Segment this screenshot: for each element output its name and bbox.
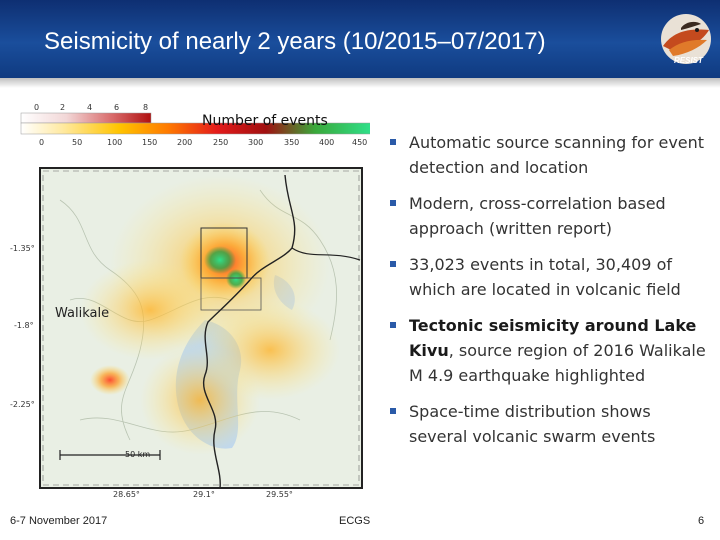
- footer-center: ECGS: [339, 515, 371, 527]
- colorbar-tick: 200: [177, 138, 193, 147]
- colorbar-tick: 100: [107, 138, 123, 147]
- colorbar-tick: 6: [114, 103, 120, 112]
- bullet-item: [388, 191, 713, 241]
- longitude-label: 28.65°: [113, 490, 140, 499]
- scale-label: 50 km: [125, 450, 151, 459]
- colorbar-title: Number of events: [202, 113, 328, 129]
- bullet-text: , source region of 2016 Walikale M 4.9 earthquake highlighted: [409, 341, 706, 385]
- colorbar-tick: 350: [284, 138, 300, 147]
- bullet-list: [388, 130, 713, 449]
- colorbar-tick: 8: [143, 103, 149, 112]
- colorbar-tick: 150: [142, 138, 158, 147]
- colorbar-tick: 400: [319, 138, 335, 147]
- bullet-text: 33,023 events in total, 30,409 of which are located in volcanic field: [409, 255, 681, 299]
- colorbar-tick: 2: [60, 103, 66, 112]
- bullet-marker-icon: [390, 408, 396, 414]
- page-number: 6: [698, 515, 705, 527]
- bullet-marker-icon: [390, 261, 396, 267]
- bullet-text: Automatic source scanning for event detection and location: [409, 133, 705, 177]
- title-shadow: [0, 78, 720, 88]
- bullet-item: [388, 399, 713, 449]
- slide-title: Seismicity of nearly 2 years (10/2015–07/2017): [44, 28, 546, 55]
- logo-label: RESIST: [674, 56, 703, 65]
- colorbar-tick: 250: [213, 138, 229, 147]
- bullet-marker-icon: [390, 200, 396, 206]
- bullet-item: [388, 313, 713, 388]
- colorbar-tick: 50: [72, 138, 83, 147]
- bullet-item: [388, 252, 713, 302]
- walikale-label: Walikale: [55, 306, 110, 321]
- latitude-label: -1.35°: [10, 244, 35, 253]
- latitude-label: -1.8°: [14, 321, 34, 330]
- colorbar-tick: 300: [248, 138, 264, 147]
- colorbar-tick: 0: [34, 103, 40, 112]
- footer-date: 6-7 November 2017: [10, 515, 108, 527]
- colorbar-top: [21, 113, 151, 123]
- seismicity-map: [0, 100, 370, 500]
- bullet-emphasis: Tectonic seismicity around Lake Kivu: [409, 316, 697, 360]
- latitude-label: -2.25°: [10, 400, 35, 409]
- longitude-label: 29.1°: [193, 490, 215, 499]
- colorbar-tick: 450: [352, 138, 368, 147]
- colorbar-tick: 0: [39, 138, 45, 147]
- bullet-text: Modern, cross-correlation based approach (written report): [409, 194, 666, 238]
- bullet-marker-icon: [390, 322, 396, 328]
- longitude-label: 29.55°: [266, 490, 293, 499]
- bullet-marker-icon: [390, 139, 396, 145]
- bullet-text: Space-time distribution shows several volcanic swarm events: [409, 402, 656, 446]
- colorbar-tick: 4: [87, 103, 93, 112]
- bullet-item: [388, 130, 713, 180]
